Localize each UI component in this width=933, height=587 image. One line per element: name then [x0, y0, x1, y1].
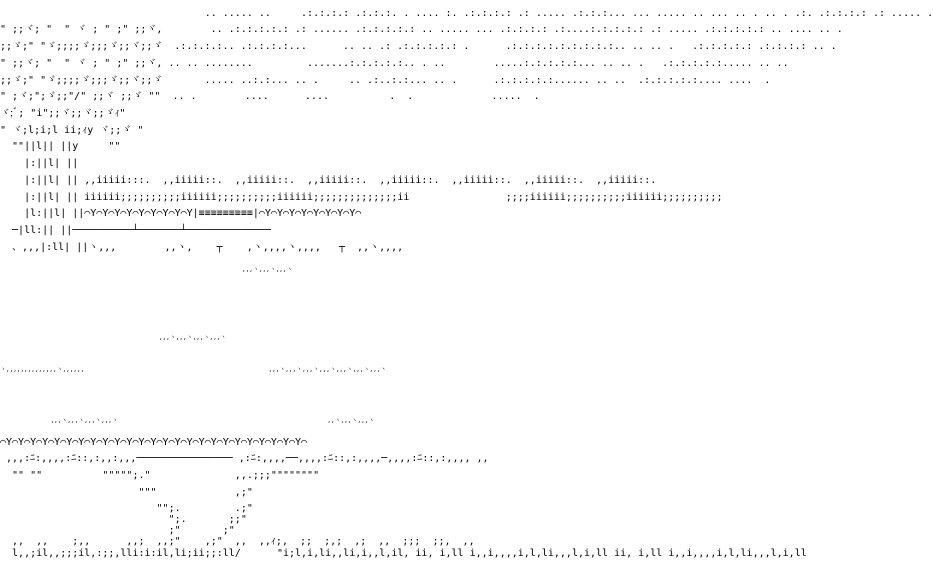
art-line-26: ;" ;" [0, 525, 235, 536]
art-line-7: ヾ;ﾞ; "i";;ヾ;;ヾ;;ゞｨ" [0, 108, 126, 119]
art-line-15: 、,,,|:ll| ||ヽ,,, ,,ヽ, ┬ ,ヽ,,,,ヽ,,,, ┬ ,,ヽ,,,, [0, 242, 404, 253]
art-line-9: ""||l|| ||y "" [0, 141, 121, 152]
art-line-22: "" "" """"";." ,,.;;;"""""""" [0, 470, 320, 481]
art-line-4: " ;;ヾ; " " ヾ ; " ;" ;;ヾ, .. .. ........ .......:.:.:.:.:.. . .. .....:.:.:.:.:... .. .. . .:.:.:.:.:..... .. .. [0, 58, 789, 69]
art-line-13: |l:||l| ||⌒Y⌒Y⌒Y⌒Y⌒Y⌒Y⌒Y⌒Y⌒Y|≡≡≡≡≡≡≡≡≡|⌒Y⌒Y⌒Y⌒Y⌒Y⌒Y⌒Y⌒Y⌒ [0, 208, 362, 219]
art-line-25: ";. ;;" [0, 514, 247, 525]
art-line-27: ,, ,, ;,, ,,; ,,;" ,;" ,, ,,ｨ;, ;; ;,; ,; ,, ;;; ;;, ,, [0, 536, 475, 547]
art-line-5: ;;ゞ;" "ゞ;;;;ゞ;;;ゞ;;ヾ;;ゞ ..... ..:.:... .. . .. .:..:.:... .. . .:.:.:.:.:...... .. .. .:.:.:.:.:.... .... . [0, 75, 771, 86]
art-line-21: ,,,:ﾆ:,,,,:ﾆ::,:,,:,,,──────────────── ,:ﾆ:,,,,──,,,,:ﾆ::,:,,,,─,,,,:ﾆ::,:,,,, ,, [0, 453, 489, 464]
art-line-10: |:||l| || [0, 158, 79, 169]
art-line-19: ,,,ヽ,,,ヽ,,,ヽ,,,ヽ ,,ヽ,,,ヽ,,,ヽ [0, 417, 375, 424]
art-line-23: """ ,;" [0, 487, 253, 498]
art-line-14: ─|ll:|| ||──────────┴───────┴────────────── [0, 225, 271, 236]
art-line-11: |:||l| || ,,iiiii:::. ,,iiiii::. ,,iiiii::. ,,iiiii::. ,,iiiii::. ,,iiiii::. ,,iiiii::. ,,iiiii::. [0, 175, 657, 186]
art-line-17: ,,,ヽ,,,ヽ,,,ヽ,,,ヽ [0, 334, 227, 341]
art-line-28: l,,;il,,;;;il,:;;,lli:i:il,li;ii;;:ll/ "i;l,i,li,,li,i,,l,il, ii, i,ll i,,i,,,,i,l,li,,,l,i,ll ii, i,ll i,,i,,,,i,l,li,,,l,i,ll [0, 548, 807, 559]
art-line-24: "";. .;" [0, 503, 253, 514]
art-line-12: |:||l| || iiiiii;;;;;;;;;;iiiiii;;;;;;;;;;iiiiii;;;;;;;;;;;;;;ii ;;;;iiiiii;;;;;;;;;;iiiiii;;;;;;;;;; [0, 192, 723, 203]
art-line-1: .. ..... .. .:.:.:.: .:.:.:. . .... :. .:.:.:.: .: ..... .:.:.:... ... ..... .. ... .. . .. . .:. .:.:.:.: .: ..... . [0, 8, 933, 19]
art-line-8: " ヾ;l;i;l ii;ｨy ヾ;;ゞ " [0, 125, 144, 136]
art-line-20: ⌒Y⌒Y⌒Y⌒Y⌒Y⌒Y⌒Y⌒Y⌒Y⌒Y⌒Y⌒Y⌒Y⌒Y⌒Y⌒Y⌒Y⌒Y⌒Y⌒Y⌒Y⌒Y⌒Y⌒Y⌒Y⌒ [0, 437, 308, 448]
art-line-2: " ;;ヾ; " " ヾ ; " ;" ;;ヾ, .. .:.:.:.:.: .: ...... .:.:.:.:.: .. ..... ... .:.:.:.: .:....:.:.:.:.: .: ..... .:.:.:.:.: .. .... .. . [0, 24, 843, 35]
art-line-16: ,,,ヽ,,,ヽ,,,ヽ [0, 266, 293, 273]
art-line-18: ヽ,,,,,,,,,,,,,,ヽ,,,,,, ,,,ヽ,,,ヽ,,,ヽ,,,ヽ,,,ヽ,,,ヽ,,,ヽ [0, 366, 387, 373]
art-line-6: " ;ヾ;";ゞ;;"/" ;;ヾ ;;ゞ "" .. . .... .... . . ..... . [0, 91, 540, 102]
art-line-3: ;;ゞ;" "ゞ;;;;ゞ;;;ゞ;;ヾ;;ゞ .:.:.:.:.. .:.:.:.:... .. .. .: .:.:.:.:.: . .:.:.:.:.:.:.:.:.:.. .. .. . .:.:.:.:.: .:.:.:.: .. . [0, 41, 837, 52]
